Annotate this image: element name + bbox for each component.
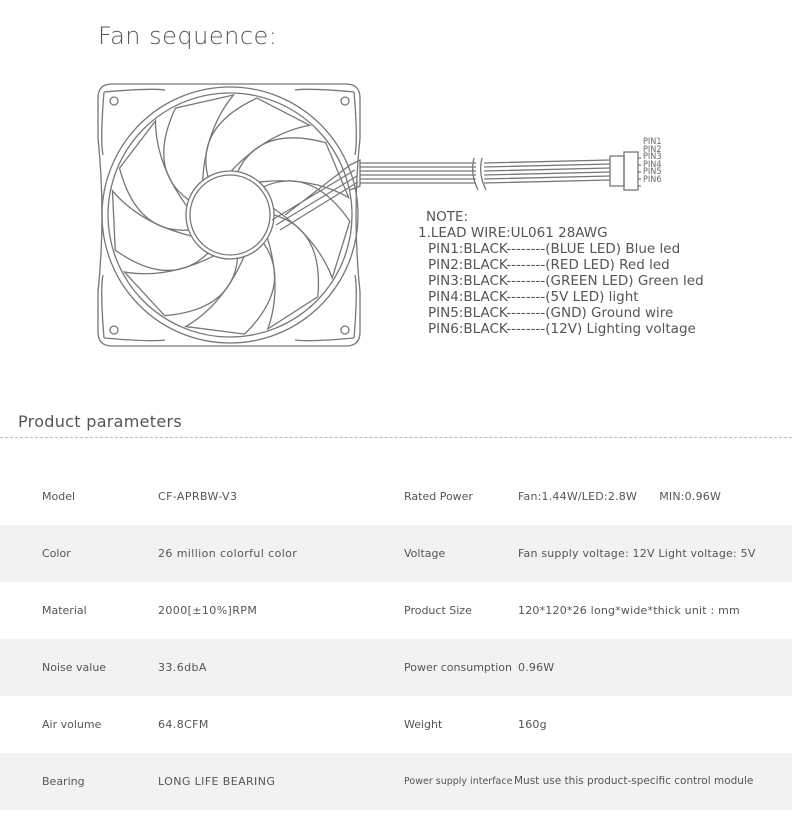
param-label: Rated Power	[404, 490, 473, 503]
param-value: 120*120*26 long*wide*thick unit : mm	[518, 604, 740, 617]
note-lead-wire: 1.LEAD WIRE:UL061 28AWG	[418, 225, 608, 241]
fan-sequence-section	[0, 0, 792, 400]
wire-bundle	[360, 163, 476, 183]
table-row	[0, 639, 792, 696]
param-value: 0.96W	[518, 661, 555, 674]
param-label: Material	[42, 604, 87, 617]
connector-icon	[610, 156, 624, 186]
note-title: NOTE:	[426, 209, 469, 225]
param-value: CF-APRBW-V3	[158, 490, 238, 503]
param-value: 2000[±10%]RPM	[158, 604, 258, 617]
fan-diagram	[0, 0, 792, 400]
connector-pin-labels	[643, 139, 661, 185]
fan-blades	[112, 95, 349, 334]
pin-label: PIN4	[643, 159, 662, 170]
mount-hole-icon	[341, 326, 349, 334]
mount-hole-icon	[110, 97, 118, 105]
mount-hole-icon	[341, 97, 349, 105]
param-label: Product Size	[404, 604, 472, 617]
mount-hole-icon	[110, 326, 118, 334]
param-label: Air volume	[42, 718, 102, 731]
fan-blade	[238, 138, 349, 198]
pin-label: PIN1	[643, 137, 662, 147]
param-value: Fan supply voltage: 12V Light voltage: 5V	[518, 547, 756, 560]
param-value: 64.8CFM	[158, 718, 209, 731]
fan-frame-outline	[98, 84, 360, 346]
param-value: Must use this product-specific control module	[514, 775, 754, 787]
note-pin-line: PIN3:BLACK--------(GREEN LED) Green led	[428, 273, 704, 289]
fan-blade	[186, 243, 275, 334]
param-value: 160g	[518, 718, 547, 731]
pin-label: PIN3	[643, 152, 662, 163]
param-value: 33.6dbA	[158, 661, 207, 674]
pin-label: PIN5	[643, 167, 662, 178]
pin-label: PIN2	[643, 144, 662, 155]
param-value: Fan:1.44W/LED:2.8W MIN:0.96W	[518, 490, 722, 503]
note-pin-line: PIN6:BLACK--------(12V) Lighting voltage	[428, 321, 696, 337]
param-label: Model	[42, 490, 76, 503]
fan-blade	[120, 121, 189, 230]
note-pin-line: PIN1:BLACK--------(BLUE LED) Blue led	[428, 241, 681, 257]
table-row	[0, 525, 792, 582]
table-row	[0, 468, 792, 525]
note-pin-line: PIN4:BLACK--------(5V LED) light	[428, 289, 639, 305]
param-label: Color	[42, 547, 71, 560]
section-divider	[0, 437, 792, 438]
parameters-table	[0, 468, 792, 810]
fan-hub	[186, 171, 274, 259]
param-value: LONG LIFE BEARING	[158, 775, 276, 788]
pin-label: PIN6	[643, 174, 662, 185]
param-label: Bearing	[42, 775, 85, 788]
wiring-note	[418, 209, 704, 337]
table-row	[0, 753, 792, 810]
fan-sequence-title: Fan sequence:	[98, 22, 278, 50]
note-pin-line: PIN2:BLACK--------(RED LED) Red led	[428, 257, 670, 273]
param-value: 26 million colorful color	[158, 547, 298, 560]
param-label: Power supply interface	[404, 776, 513, 787]
table-row	[0, 696, 792, 753]
param-label: Power consumption	[404, 661, 512, 674]
product-parameters-title: Product parameters	[18, 412, 183, 431]
param-label: Voltage	[404, 547, 446, 560]
param-label: Weight	[404, 718, 443, 731]
note-pin-line: PIN5:BLACK--------(GND) Ground wire	[428, 305, 674, 321]
param-label: Noise value	[42, 661, 107, 674]
table-row	[0, 582, 792, 639]
